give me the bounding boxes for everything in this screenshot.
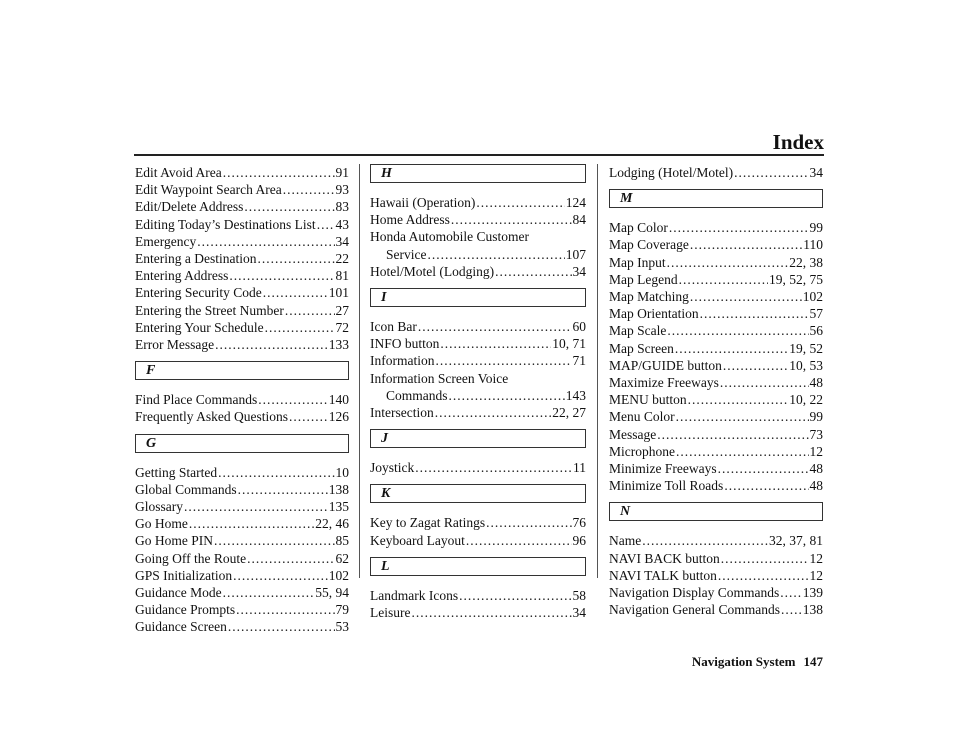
index-column-1 [135,164,349,636]
index-entry-text: Map Color [609,220,668,236]
index-entry-text: Map Legend [609,271,678,287]
index-entry-page: 85 [335,533,349,549]
index-entry[interactable] [135,391,349,408]
index-entry-text: Go Home [135,516,188,532]
index-entry-text: Minimize Freeways [609,461,717,477]
index-entry[interactable] [609,164,823,181]
index-entry-text: Error Message [135,337,215,353]
dot-leader [197,233,334,250]
dot-leader [676,408,809,425]
index-entry-page: 22, 46 [315,516,349,532]
index-entry-page: 12 [809,443,823,459]
dot-leader [667,322,808,339]
index-entry-page: 79 [335,602,349,618]
dot-leader [247,550,334,567]
index-entry-page: 138 [328,481,349,497]
dot-leader [415,459,572,476]
index-entry-text: Name [609,533,642,549]
index-entry-text: NAVI TALK button [609,567,717,583]
index-entry[interactable] [609,567,823,584]
index-entry[interactable] [609,288,823,305]
index-entry[interactable] [370,194,586,211]
dot-leader [265,319,335,336]
index-entry[interactable] [135,284,349,301]
dot-leader [223,164,335,181]
index-entry-text: MAP/GUIDE button [609,357,722,373]
index-entry-text: Edit Avoid Area [135,165,222,180]
dot-leader [476,194,564,211]
index-entry[interactable] [370,587,586,604]
dot-leader [780,584,802,601]
index-entry-text: GPS Initialization [135,567,233,583]
dot-leader [258,391,328,408]
index-entry-text: Keyboard Layout [370,532,465,548]
index-entry-page: 12 [809,550,823,566]
index-entry-page: 32, 37, 81 [769,533,823,549]
index-entry-page: 34 [572,263,586,279]
index-entry-page: 84 [572,212,586,228]
index-entry-page: 48 [809,478,823,494]
index-entry-text: Minimize Toll Roads [609,478,724,494]
section-letter-m: M [609,189,823,208]
dot-leader [411,604,571,621]
index-entry-text: Map Coverage [609,237,689,253]
index-entry-page: 93 [335,182,349,198]
dot-leader [781,601,802,618]
index-entry[interactable] [609,254,823,271]
column-divider [597,164,598,578]
index-entry[interactable] [135,233,349,250]
dot-leader [223,584,315,601]
section-letter-h: H [370,164,586,183]
dot-leader [718,567,809,584]
index-entry[interactable] [135,336,349,353]
index-entry-text: Message [609,426,657,442]
section-letter-j: J [370,429,586,448]
index-entry[interactable] [135,198,349,215]
section-letter-f: F [135,361,349,380]
dot-leader [418,318,572,335]
index-entry-page: 139 [802,585,823,601]
dot-leader [214,532,335,549]
dot-leader [642,532,768,549]
dot-leader [466,532,572,549]
index-entry-page: 10 [335,464,349,480]
index-entry-text: MENU button [609,392,687,408]
dot-leader [676,443,809,460]
index-entry-text: Guidance Screen [135,619,227,635]
index-entry[interactable] [135,216,349,233]
dot-leader [459,587,571,604]
index-entry[interactable] [609,477,823,494]
index-entry[interactable] [609,357,823,374]
index-entry-text: Map Scale [609,323,667,339]
index-entry-text: Guidance Prompts [135,602,236,618]
dot-leader [317,216,335,233]
index-entry-page: 124 [565,195,586,210]
index-entry[interactable] [135,601,349,618]
section-letter-l: L [370,557,586,576]
index-entry-text: Go Home PIN [135,533,213,549]
index-entry-text: Honda Automobile Customer [370,229,529,245]
index-entry-text: Find Place Commands [135,392,258,408]
index-entry[interactable] [370,532,586,549]
index-entry-page: 91 [335,165,349,180]
index-entry-text: Entering the Street Number [135,302,284,318]
index-entry-page: 62 [335,550,349,566]
index-entry-page: 19, 52, 75 [769,271,823,287]
index-entry-page: 101 [328,285,349,301]
index-entry[interactable] [135,515,349,532]
index-entry[interactable] [370,604,586,621]
section-letter-g: G [135,434,349,453]
index-entry-page: 56 [809,323,823,339]
index-entry[interactable] [135,481,349,498]
index-entry-page: 135 [328,499,349,515]
index-entry[interactable] [135,164,349,181]
index-entry-text: Guidance Mode [135,585,222,601]
dot-leader [228,618,335,635]
index-entry[interactable] [135,267,349,284]
index-entry-text: Lodging (Hotel/Motel) [609,165,734,180]
index-entry-page: 34 [572,605,586,621]
dot-leader [244,198,334,215]
dot-leader [233,567,328,584]
index-column-2 [370,164,586,621]
index-entry-page: 102 [328,567,349,583]
index-entry[interactable] [135,302,349,319]
index-entry-page: 34 [335,233,349,249]
index-entry[interactable] [135,567,349,584]
dot-leader [718,460,809,477]
index-entry[interactable] [370,387,586,404]
dot-leader [657,426,808,443]
dot-leader [289,408,328,425]
index-entry-page: 60 [572,319,586,335]
dot-leader [283,181,335,198]
dot-leader [690,236,802,253]
index-entry-page: 76 [572,515,586,531]
index-entry-text: Getting Started [135,464,218,480]
index-entry-text: Map Matching [609,289,689,305]
index-entry[interactable] [609,219,823,236]
dot-leader [285,302,335,319]
index-entry[interactable] [609,391,823,408]
index-entry[interactable] [135,464,349,481]
index-entry-page: 72 [335,319,349,335]
index-entry-page: 71 [572,353,586,369]
index-entry[interactable] [135,584,349,601]
index-entry-page: 126 [328,409,349,425]
dot-leader [734,164,808,181]
index-entry-page: 11 [573,460,586,476]
index-entry-page: 58 [572,587,586,603]
index-entry-page: 110 [803,237,823,253]
index-entry[interactable] [370,404,586,421]
index-entry-text: NAVI BACK button [609,550,720,566]
dot-leader [675,340,788,357]
index-entry-text: Edit Waypoint Search Area [135,182,282,198]
index-entry-page: 22 [335,251,349,267]
page-title: Index [772,130,824,154]
index-entry-text: Joystick [370,460,415,476]
index-entry-text: Editing Today’s Destinations List [135,216,316,232]
index-entry-text: Home Address [370,212,450,228]
dot-leader [495,263,571,280]
index-entry-page: 53 [335,619,349,635]
index-entry[interactable] [609,443,823,460]
index-entry[interactable] [609,305,823,322]
dot-leader [667,254,789,271]
index-entry-text: Hawaii (Operation) [370,195,476,210]
index-entry-text: Entering Address [135,268,229,284]
index-entry-page: 107 [565,246,586,262]
index-entry[interactable] [135,498,349,515]
index-entry-text: Entering a Destination [135,251,257,267]
index-entry[interactable] [135,618,349,635]
index-entry-text: Map Input [609,254,666,270]
index-entry-page: 81 [335,268,349,284]
index-column-3 [609,164,823,618]
footer-page-number: 147 [803,654,823,669]
dot-leader [236,601,334,618]
section-letter-n: N [609,502,823,521]
index-entry-text: Map Orientation [609,306,699,322]
index-entry-page: 102 [802,289,823,305]
dot-leader [679,271,768,288]
index-entry[interactable] [609,322,823,339]
section-letter-i: I [370,288,586,307]
index-entry-text: Hotel/Motel (Lodging) [370,263,495,279]
index-entry-text: Intersection [370,405,434,421]
index-entry-text: Microphone [609,443,675,459]
index-entry-page: 140 [328,392,349,408]
dot-leader [723,357,788,374]
index-entry[interactable] [370,211,586,228]
index-entry-page: 10, 71 [552,336,586,352]
dot-leader [720,374,809,391]
index-entry-text: Icon Bar [370,319,417,335]
dot-leader [218,464,334,481]
index-entry-text: Navigation General Commands [609,602,780,618]
index-entry[interactable] [135,181,349,198]
section-letter-k: K [370,484,586,503]
index-entry[interactable] [135,408,349,425]
index-entry[interactable] [370,459,586,476]
index-entry-text: Entering Security Code [135,285,262,301]
index-entry-text: Frequently Asked Questions [135,409,288,425]
index-entry-text: Leisure [370,605,411,621]
dot-leader [700,305,809,322]
index-entry-page: 99 [809,409,823,425]
dot-leader [427,246,564,263]
index-entry-page: 10, 22 [789,392,823,408]
index-entry[interactable] [609,550,823,567]
index-entry-page: 55, 94 [315,585,349,601]
dot-leader [690,288,802,305]
index-entry[interactable] [609,460,823,477]
index-entry-page: 19, 52 [789,340,823,356]
dot-leader [238,481,328,498]
index-entry-page: 43 [335,216,349,232]
index-entry-continuation: Commands [386,387,448,403]
index-entry-continuation: Service [386,246,427,262]
dot-leader [229,267,334,284]
index-entry-text: INFO button [370,336,440,352]
index-entry-text: Menu Color [609,409,675,425]
index-entry[interactable] [609,271,823,288]
index-entry-text: Going Off the Route [135,550,247,566]
index-entry[interactable] [609,236,823,253]
index-entry[interactable] [609,426,823,443]
index-entry[interactable] [135,250,349,267]
index-entry-page: 83 [335,199,349,215]
dot-leader [688,391,789,408]
index-entry-page: 57 [809,306,823,322]
index-entry[interactable] [609,601,823,618]
index-entry-text: Maximize Freeways [609,375,719,391]
index-entry-page: 138 [802,602,823,618]
column-divider [359,164,360,578]
index-entry-page: 22, 27 [552,405,586,421]
index-entry[interactable] [135,532,349,549]
index-entry[interactable] [609,340,823,357]
index-entry[interactable] [609,532,823,549]
dot-leader [486,514,571,531]
dot-leader [449,387,565,404]
page-footer [692,654,823,670]
index-entry-page: 133 [328,337,349,353]
index-entry-page: 143 [565,387,586,403]
index-entry[interactable] [370,352,586,369]
index-entry-page: 10, 53 [789,357,823,373]
index-entry-page: 73 [809,426,823,442]
index-entry-text: Entering Your Schedule [135,319,264,335]
index-entry[interactable] [370,514,586,531]
index-entry[interactable] [135,319,349,336]
dot-leader [189,515,314,532]
index-entry-text: Emergency [135,233,197,249]
dot-leader [440,335,551,352]
index-entry[interactable] [609,584,823,601]
index-entry[interactable] [370,263,586,280]
index-entry-text: Key to Zagat Ratings [370,515,486,531]
index-entry-text: Navigation Display Commands [609,585,780,601]
footer-book-title: Navigation System [691,654,796,669]
index-entry-page: 12 [809,567,823,583]
index-entry[interactable] [609,408,823,425]
index-entry-text: Edit/Delete Address [135,199,244,215]
index-entry-text: Glossary [135,499,183,515]
dot-leader [257,250,334,267]
index-entry[interactable] [609,374,823,391]
dot-leader [215,336,328,353]
index-entry-page: 27 [335,302,349,318]
dot-leader [435,404,552,421]
index-entry-page: 99 [809,220,823,236]
index-entry[interactable] [370,246,586,263]
dot-leader [724,477,808,494]
index-entry[interactable] [370,318,586,335]
dot-leader [435,352,571,369]
dot-leader [669,219,809,236]
index-entry-text: Information [370,353,435,369]
index-entry-text: Landmark Icons [370,587,459,603]
index-entry-page: 22, 38 [789,254,823,270]
index-entry-text: Information Screen Voice [370,370,509,386]
index-entry-text: Global Commands [135,481,237,497]
index-entry-page: 48 [809,375,823,391]
dot-leader [263,284,328,301]
dot-leader [451,211,572,228]
index-entry-text: Map Screen [609,340,674,356]
index-entry[interactable] [135,550,349,567]
index-entry[interactable] [370,335,586,352]
header-rule [134,154,824,156]
index-entry-page: 96 [572,532,586,548]
index-entry-page: 48 [809,461,823,477]
index-entry-page: 34 [809,165,823,180]
dot-leader [184,498,328,515]
dot-leader [721,550,809,567]
